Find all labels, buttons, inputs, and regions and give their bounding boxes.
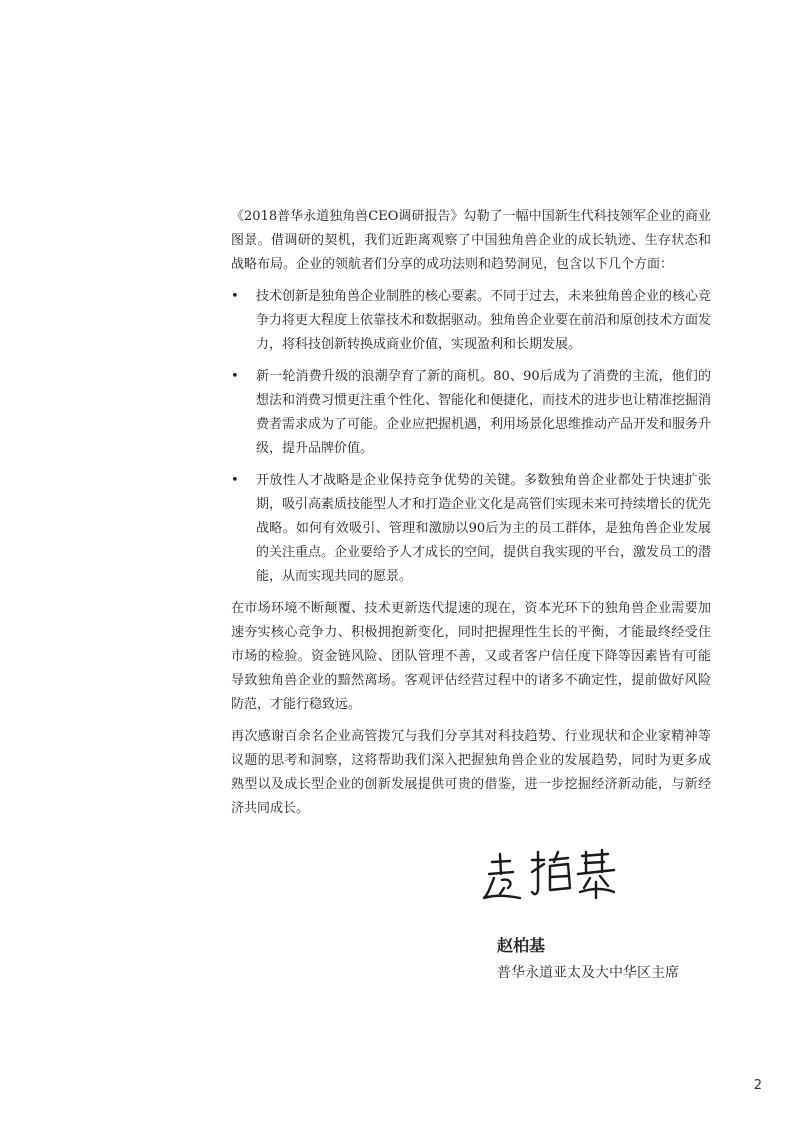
handwritten-signature (480, 848, 620, 906)
bullet-icon: • (231, 289, 239, 304)
closing-paragraph: 再次感谢百余名企业高管拨冗与我们分享其对科技趋势、行业现状和企业家精神等议题的思考和洞察，这将帮助我们深入把握独角兽企业的发展趋势，同时为更多成熟型以及成长型企业的创新发展提供可贵的借鉴，进一步挖掘经济新动能，与新经济共同成长。 (231, 729, 711, 816)
list-item-text: 新一轮消费升级的浪潮孕育了新的商机。80、90后成为了消费的主流，他们的想法和消费习惯更注重个性化、智能化和便捷化，而技术的进步也让精准挖掘消费者需求成为了可能。企业应把握机遇，利用场景化思维推动产品开发和服务升级，提升品牌价值。 (256, 369, 712, 456)
list-item (231, 469, 711, 589)
list-item-text: 技术创新是独角兽企业制胜的核心要素。不同于过去，未来独角兽企业的核心竞争力将更大程度上依靠技术和数据驱动。独角兽企业要在前沿和原创技术方面发力，将科技创新转换成商业价值，实现盈利和长期发展。 (256, 289, 712, 352)
body-paragraph: 在市场环境不断颠覆、技术更新迭代提速的现在，资本光环下的独角兽企业需要加速夯实核心竞争力、积极拥抱新变化，同时把握理性生长的平衡，才能最终经受住市场的检验。资金链风险、团队管理不善，又或者客户信任度下降等因素皆有可能导致独角兽企业的黯然离场。客观评估经营过程中的诸多不确定性，提前做好风险防范，才能行稳致远。 (231, 601, 711, 712)
list-item (231, 285, 711, 357)
page-number: 2 (753, 1078, 762, 1093)
signer-name: 赵柏基 (497, 936, 546, 955)
intro-paragraph: 《2018普华永道独角兽CEO调研报告》勾勒了一幅中国新生代科技领军企业的商业图景。借调研的契机，我们近距离观察了中国独角兽企业的成长轨迹、生存状态和战略布局。企业的领航者们分享的成功法则和趋势洞见，包含以下几个方面： (231, 209, 711, 272)
list-item-text: 开放性人才战略是企业保持竞争优势的关键。多数独角兽企业都处于快速扩张期，吸引高素质技能型人才和打造企业文化是高管们实现未来可持续增长的优先战略。如何有效吸引、管理和激励以90后为主的员工群体，是独角兽企业发展的关注重点。企业要给予人才成长的空间，提供自我实现的平台，激发员工的潜能，从而实现共同的愿景。 (256, 473, 712, 584)
list-item (231, 365, 711, 461)
signer-title: 普华永道亚太及大中华区主席 (497, 965, 679, 981)
bullet-icon: • (231, 473, 239, 488)
bullet-icon: • (231, 369, 239, 384)
document-body (231, 205, 711, 829)
key-points-list (231, 285, 711, 589)
